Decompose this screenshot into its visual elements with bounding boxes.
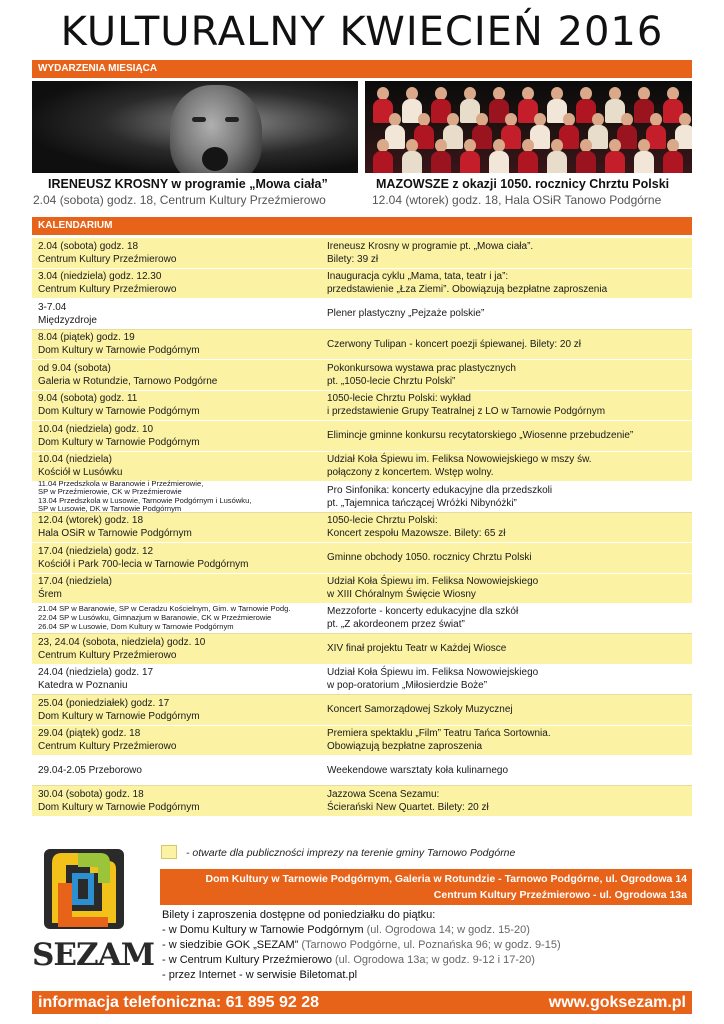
calendar-row: [32, 360, 692, 391]
legend-swatch: [161, 845, 177, 859]
calendar-when-line: Międzyzdroje: [38, 314, 97, 326]
calendar-what: [321, 726, 692, 756]
address-line-2: Centrum Kultury Przeźmierowo - ul. Ogrodowa 13a: [433, 889, 687, 901]
calendar-when: [32, 299, 321, 329]
calendar-when-line: Galeria w Rotundzie, Tarnowo Podgórne: [38, 375, 218, 387]
photo-mazowsze: [365, 81, 692, 173]
calendar-what-line: Udział Koła Śpiewu im. Feliksa Nowowiejskiego w mszy św.: [327, 454, 592, 466]
calendar-what: [321, 238, 692, 268]
calendar-when: [32, 478, 321, 514]
calendar-when-line: 24.04 (niedziela) godz. 17: [38, 667, 154, 679]
calendar-when-line: Centrum Kultury Przeźmierowo: [38, 741, 177, 753]
calendar-when-line: 8.04 (piątek) godz. 19: [38, 332, 135, 344]
calendar-when-line: 10.04 (niedziela): [38, 454, 112, 466]
calendar-when: [32, 695, 321, 725]
calendar-row: [32, 756, 692, 786]
calendar-when: [32, 665, 321, 695]
calendar-what-line: Pokonkursowa wystawa prac plastycznych: [327, 362, 516, 374]
calendar-what: [321, 786, 692, 816]
photo-krosny: [32, 81, 358, 173]
calendar-when: [32, 360, 321, 390]
calendar-what-line: pt. „Tajemnica tańczącej Wróżki Nibynóżki”: [327, 497, 517, 509]
calendar-what-line: Weekendowe warsztaty koła kulinarnego: [327, 765, 509, 776]
footer-website-link[interactable]: www.goksezam.pl: [548, 994, 686, 1011]
calendar-what-line: Udział Koła Śpiewu im. Feliksa Nowowiejskiego: [327, 576, 539, 587]
calendar-row: [32, 574, 692, 604]
calendar-what: [321, 330, 692, 360]
calendar-when-line: Centrum Kultury Przeźmierowo: [38, 649, 177, 661]
calendar-what: [321, 452, 692, 482]
calendar-row: [32, 513, 692, 544]
calendar-when-line: 17.04 (niedziela): [38, 576, 112, 587]
calendar-row: [32, 391, 692, 422]
legend-text: - otwarte dla publiczności imprezy na terenie gminy Tarnowo Podgórne: [186, 847, 516, 859]
calendar-when-line: 17.04 (niedziela) godz. 12: [38, 545, 154, 557]
calendar-what-line: Pro Sinfonika: koncerty edukacyjne dla przedszkoli: [327, 484, 553, 496]
calendar-when: [32, 513, 321, 543]
tickets-info: [162, 908, 561, 983]
calendar-when: [32, 269, 321, 299]
calendar-table: [32, 238, 692, 817]
calendar-when: [32, 391, 321, 421]
calendar-what-line: Udział Koła Śpiewu im. Feliksa Nowowiejskiego: [327, 667, 539, 679]
calendar-what-line: Gminne obchody 1050. rocznicy Chrztu Polski: [327, 552, 532, 564]
calendar-what-line: i przedstawienie Grupy Teatralnej z LO w Tarnowie Podgórnym: [327, 406, 606, 418]
calendar-what-line: Jazzowa Scena Sezamu:: [327, 788, 440, 800]
calendar-row: [32, 452, 692, 483]
calendar-when-line: Dom Kultury w Tarnowie Podgórnym: [38, 801, 200, 813]
calendar-row: [32, 543, 692, 574]
calendar-section-header: KALENDARIUM: [32, 217, 692, 235]
sezam-logo-icon: [38, 843, 130, 931]
calendar-when-line: 13.04 Przedszkola w Lusowie, Tarnowie Podgórnym i Lusówku,: [38, 495, 252, 505]
calendar-what: [321, 695, 692, 725]
calendar-what-line: 1050-lecie Chrztu Polski:: [327, 515, 438, 527]
calendar-row: [32, 695, 692, 726]
calendar-what: [321, 604, 692, 634]
calendar-what-line: Ireneusz Krosny w programie pt. „Mowa ciała”.: [327, 240, 534, 252]
calendar-what-line: pt. „1050-lecie Chrztu Polski”: [327, 375, 456, 387]
calendar-what: [321, 421, 692, 451]
calendar-what-line: Elimincje gminne konkursu recytatorskiego „Wiosenne przebudzenie”: [327, 430, 634, 442]
calendar-row: [32, 604, 692, 635]
calendar-when-line: 3.04 (niedziela) godz. 12.30: [38, 271, 162, 283]
calendar-when: [32, 330, 321, 360]
calendar-what-line: pt. „Z akordeonem przez świat”: [327, 619, 465, 631]
calendar-when-line: Katedra w Poznaniu: [38, 680, 128, 692]
calendar-row: [32, 478, 692, 514]
calendar-when-line: Centrum Kultury Przeźmierowo: [38, 253, 177, 265]
calendar-when: [32, 634, 321, 664]
calendar-what-line: w XIII Chóralnym Święcie Wiosny: [327, 589, 476, 600]
calendar-what: [321, 665, 692, 695]
addresses-box: [160, 869, 692, 905]
calendar-when-line: 21.04 SP w Baranowie, SP w Ceradzu Kościelnym, Gim. w Tarnowie Podg.: [38, 604, 291, 614]
calendar-what: [321, 299, 692, 329]
calendar-when: [32, 452, 321, 482]
tickets-line-1: - w Domu Kultury w Tarnowie Podgórnym (ul. Ogrodowa 14; w godz. 15-20): [162, 924, 530, 936]
calendar-what-line: XIV finał projektu Teatr w Każdej Wiosce: [327, 643, 507, 655]
events-section-header: WYDARZENIA MIESIĄCA: [32, 60, 692, 78]
calendar-when-line: Dom Kultury w Tarnowie Podgórnym: [38, 710, 200, 722]
calendar-when: [32, 756, 321, 785]
calendar-row: [32, 786, 692, 817]
page-title: KULTURALNY KWIECIEŃ 2016: [60, 9, 664, 55]
calendar-when-line: Hala OSiR w Tarnowie Podgórnym: [38, 528, 192, 540]
calendar-row: [32, 299, 692, 330]
tickets-line-3: - w Centrum Kultury Przeźmierowo (ul. Ogrodowa 13a; w godz. 9-12 i 17-20): [162, 954, 535, 966]
calendar-when: [32, 604, 321, 634]
calendar-what-line: połączony z koncertem. Wstęp wolny.: [327, 467, 494, 479]
tickets-intro: Bilety i zaproszenia dostępne od poniedziałku do piątku:: [162, 909, 436, 921]
calendar-when-line: 29.04 (piątek) godz. 18: [38, 728, 141, 740]
calendar-when-line: 12.04 (wtorek) godz. 18: [38, 515, 144, 527]
calendar-what-line: Czerwony Tulipan - koncert poezji śpiewanej. Bilety: 20 zł: [327, 338, 582, 350]
calendar-when-line: SP w Przeźmierowie, CK w Przeźmierowie: [38, 487, 182, 497]
calendar-row: [32, 665, 692, 696]
calendar-when: [32, 574, 321, 603]
calendar-when: [32, 726, 321, 756]
calendar-what-line: Bilety: 39 zł: [327, 253, 379, 265]
calendar-row: [32, 421, 692, 452]
calendar-what: [321, 391, 692, 421]
calendar-what-line: Koncert Samorządowej Szkoły Muzycznej: [327, 704, 513, 716]
calendar-what-line: Premiera spektaklu „Film” Teatru Tańca Sortownia.: [327, 728, 551, 740]
calendar-what: [321, 482, 692, 512]
calendar-what: [321, 360, 692, 390]
calendar-what-line: Inauguracja cyklu „Mama, tata, teatr i ja”:: [327, 271, 509, 283]
calendar-what: [321, 513, 692, 543]
calendar-when-line: Kościół i Park 700-lecia w Tarnowie Podgórnym: [38, 558, 249, 570]
calendar-when-line: 10.04 (niedziela) godz. 10: [38, 423, 154, 435]
calendar-when-line: od 9.04 (sobota): [38, 362, 111, 374]
calendar-when-line: 2.04 (sobota) godz. 18: [38, 240, 139, 252]
tickets-line-2: - w siedzibie GOK „SEZAM” (Tarnowo Podgórne, ul. Poznańska 96; w godz. 9-15): [162, 939, 561, 951]
calendar-when-line: Śrem: [38, 589, 62, 600]
calendar-when-line: Dom Kultury w Tarnowie Podgórnym: [38, 406, 200, 418]
calendar-what: [321, 756, 692, 785]
featured-headline-1: IRENEUSZ KROSNY w programie „Mowa ciała”: [48, 177, 328, 191]
sezam-logo: [32, 843, 155, 988]
calendar-when-line: 29.04-2.05 Przeborowo: [38, 765, 142, 776]
calendar-what: [321, 634, 692, 664]
calendar-what-line: Mezzoforte - koncerty edukacyjne dla szkół: [327, 606, 519, 618]
logo-wordmark: SEZAM: [32, 937, 155, 973]
calendar-row: [32, 634, 692, 665]
featured-details-1: 2.04 (sobota) godz. 18, Centrum Kultury Przeźmierowo: [33, 193, 326, 207]
featured-headline-2: MAZOWSZE z okazji 1050. rocznicy Chrztu Polski: [376, 177, 670, 191]
calendar-when: [32, 786, 321, 816]
calendar-when-line: 3-7.04: [38, 301, 67, 313]
calendar-row: [32, 726, 692, 757]
calendar-row: [32, 269, 692, 300]
calendar-when-line: 9.04 (sobota) godz. 11: [38, 393, 138, 405]
calendar-what-line: Obowiązują bezpłatne zaproszenia: [327, 741, 483, 753]
calendar-what-line: w pop-oratorium „Miłosierdzie Boże”: [327, 680, 488, 692]
calendar-when-line: Dom Kultury w Tarnowie Podgórnym: [38, 345, 200, 357]
calendar-what-line: Ścierański New Quartet. Bilety: 20 zł: [327, 801, 489, 813]
calendar-what-line: Koncert zespołu Mazowsze. Bilety: 65 zł: [327, 528, 506, 540]
address-line-1: Dom Kultury w Tarnowie Podgórnym, Galeria w Rotundzie - Tarnowo Podgórne, ul. Ogrodowa 14: [205, 873, 687, 885]
calendar-when-line: 26.04 SP w Lusowie, Dom Kultury w Tarnowie Podgórnym: [38, 621, 234, 631]
calendar-when-line: 22.04 SP w Lusówku, Gimnazjum w Baranowie, CK w Przeźmierowie: [38, 612, 272, 622]
calendar-when-line: SP w Lusowie, DK w Tarnowie Podgórnym: [38, 504, 182, 514]
tickets-line-4: - przez Internet - w serwisie Biletomat.pl: [162, 969, 358, 981]
featured-details-2: 12.04 (wtorek) godz. 18, Hala OSiR Tanowo Podgórne: [372, 193, 662, 207]
calendar-what-line: 1050-lecie Chrztu Polski: wykład: [327, 393, 471, 405]
calendar-when: [32, 238, 321, 268]
calendar-row: [32, 330, 692, 361]
calendar-what: [321, 269, 692, 299]
calendar-when-line: 23, 24.04 (sobota, niedziela) godz. 10: [38, 636, 206, 648]
footer-phone: informacja telefoniczna: 61 895 92 28: [38, 994, 320, 1011]
calendar-row: [32, 238, 692, 269]
calendar-when-line: Kościół w Lusówku: [38, 467, 123, 479]
calendar-when: [32, 421, 321, 451]
calendar-when-line: 30.04 (sobota) godz. 18: [38, 788, 144, 800]
footer-bar: [32, 991, 692, 1014]
calendar-what: [321, 574, 692, 603]
calendar-when-line: Centrum Kultury Przeźmierowo: [38, 284, 177, 296]
calendar-what-line: Plener plastyczny „Pejzaże polskie”: [327, 308, 485, 320]
calendar-when-line: Dom Kultury w Tarnowie Podgórnym: [38, 436, 200, 448]
calendar-when-line: 11.04 Przedszkola w Baranowie i Przeźmierowie,: [38, 478, 204, 488]
calendar-when-line: 25.04 (poniedziałek) godz. 17: [38, 697, 170, 709]
calendar-when: [32, 543, 321, 573]
calendar-what-line: przedstawienie „Łza Ziemi”. Obowiązują bezpłatne zaproszenia: [327, 284, 608, 296]
calendar-what: [321, 543, 692, 573]
